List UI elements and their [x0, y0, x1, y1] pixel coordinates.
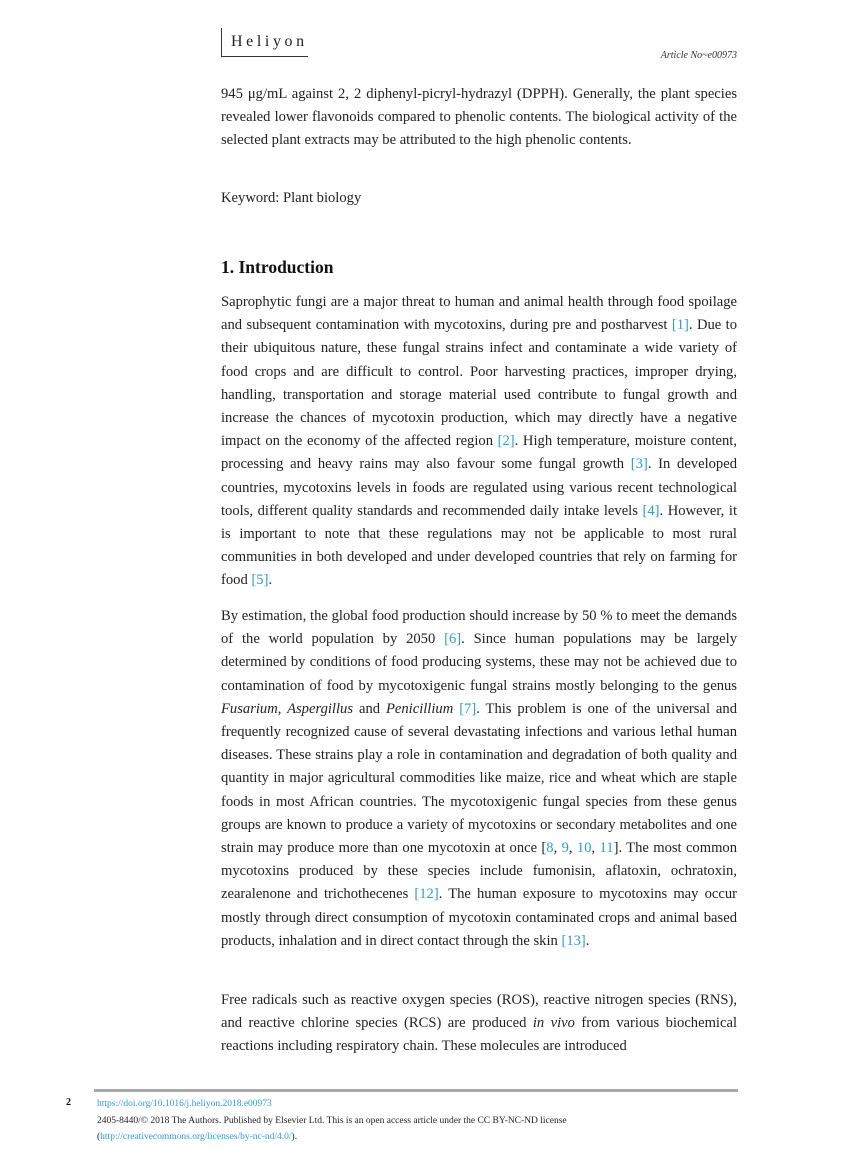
text-run: ).	[291, 1132, 298, 1142]
text-run: . However, it is important to note that these regulations may not be applicable to most rural communities in both developed and under developed countries that rely on farming for food	[221, 502, 738, 589]
citation-link-5[interactable]: [5]	[251, 572, 269, 589]
paragraph-1-text	[221, 291, 737, 593]
citation-link-12[interactable]: [12]	[414, 886, 439, 903]
genus-names-italic: Fusarium, Aspergillus	[221, 700, 354, 717]
text-run: (	[97, 1132, 101, 1142]
footer	[97, 1096, 737, 1146]
text-run: . This problem is one of the universal and frequently recognized cause of several devastating infections and various lethal human diseases. These strains play a role in contamination and degradation of both quality and quantity in major agricultural commodities like maize, rice and wheat which are staple foods in most African countries. The mycotoxigenic fungal species from these genus groups are known to produce a variety of mycotoxins or secondary metabolites and one strain may produce more than one mycotoxin at once [	[221, 700, 737, 857]
citation-link-8[interactable]: 8	[546, 840, 554, 857]
page-number: 2	[66, 1097, 71, 1108]
text-run: . The human exposure to mycotoxins may occur mostly through direct consumption of mycotoxin contaminated crops and animal based products, inhalation and in direct contact through the skin	[221, 886, 737, 949]
footer-divider	[94, 1089, 738, 1092]
citation-link-4[interactable]: [4]	[642, 502, 660, 519]
citation-link-13[interactable]: [13]	[561, 932, 586, 949]
article-number: Article No~e00973	[660, 50, 737, 61]
text-run: from various biochemical reactions including respiratory chain. These molecules are introduced	[221, 1015, 737, 1055]
text-run: By estimation, the global food production should increase by 50 % to meet the demands of the world population by 2050	[221, 608, 737, 648]
text-run: Free radicals such as reactive oxygen species (ROS), reactive nitrogen species (RNS), and reactive chlorine species (RCS) are produced	[221, 992, 737, 1032]
citation-link-11[interactable]: 11	[599, 840, 614, 857]
license-link[interactable]: http://creativecommons.org/licenses/by-nc-nd/4.0/	[100, 1132, 292, 1142]
text-run: . Since human populations may be largely determined by conditions of food producing systems, these may not be achieved due to contamination of food by mycotoxigenic fungal strains mostly belonging to the genus	[221, 631, 737, 694]
in-vivo-italic: in vivo	[532, 1015, 575, 1032]
doi-link[interactable]: https://doi.org/10.1016/j.heliyon.2018.e00973	[97, 1099, 272, 1109]
text-run: . Due to their ubiquitous nature, these fungal strains infect and contaminate a wide variety of food crops and are difficult to control. Poor harvesting practices, improper drying, handling, transportation and storage material used contribute to fungal growth and increase the chances of mycotoxin production, which may directly have a negative impact on the economy of the affected region	[221, 317, 737, 450]
abstract-text: 945 μg/mL against 2, 2 diphenyl-picryl-hydrazyl (DPPH). Generally, the plant species revealed lower flavonoids compared to phenolic contents. The biological activity of the selected plant extracts may be attributed to the high phenolic contents.	[221, 86, 737, 149]
citation-link-2[interactable]: [2]	[497, 433, 515, 450]
text-run: . In developed countries, mycotoxins levels in foods are regulated using various recent technological tools, different quality standards and recommended daily intake levels	[221, 456, 737, 519]
text-run: Saprophytic fungi are a major threat to human and animal health through food spoilage and subsequent contamination with mycotoxins, during pre and postharvest	[221, 294, 737, 334]
text-run: .	[268, 572, 273, 589]
journal-name: Heliyon	[231, 33, 308, 50]
keyword-line: Keyword: Plant biology	[221, 190, 362, 206]
citation-link-6[interactable]: [6]	[444, 631, 462, 648]
abstract-continuation	[221, 83, 737, 153]
citation-link-10[interactable]: 10	[576, 840, 592, 857]
citation-link-9[interactable]: 9	[561, 840, 569, 857]
text-run: and	[353, 700, 386, 717]
text-run: .	[585, 932, 590, 949]
paragraph-2-text	[221, 605, 737, 953]
text-run: ,	[591, 840, 600, 857]
citation-link-1[interactable]: [1]	[671, 317, 689, 334]
license-line	[97, 1129, 737, 1146]
citation-link-7[interactable]: [7]	[459, 700, 477, 717]
paragraph-3	[221, 989, 737, 1059]
citation-link-3[interactable]: [3]	[630, 456, 648, 473]
paragraph-1	[221, 291, 737, 593]
text-run: ,	[568, 840, 577, 857]
text-run: . High temperature, moisture content, processing and heavy rains may also favour some fungal growth	[221, 433, 737, 473]
text-run: ,	[553, 840, 562, 857]
paragraph-3-text	[221, 989, 737, 1059]
paragraph-2	[221, 605, 737, 953]
genus-name-italic: Penicillium	[385, 700, 454, 717]
section-heading-introduction: 1. Introduction	[221, 257, 334, 277]
copyright-notice: 2405-8440/© 2018 The Authors. Published by Elsevier Ltd. This is an open access article under the CC BY-NC-ND license	[97, 1115, 567, 1126]
text-run: ]. The most common mycotoxins produced by these species include fumonisin, aflatoxin, ochratoxin, zearalenone and trichothecenes	[221, 840, 738, 903]
